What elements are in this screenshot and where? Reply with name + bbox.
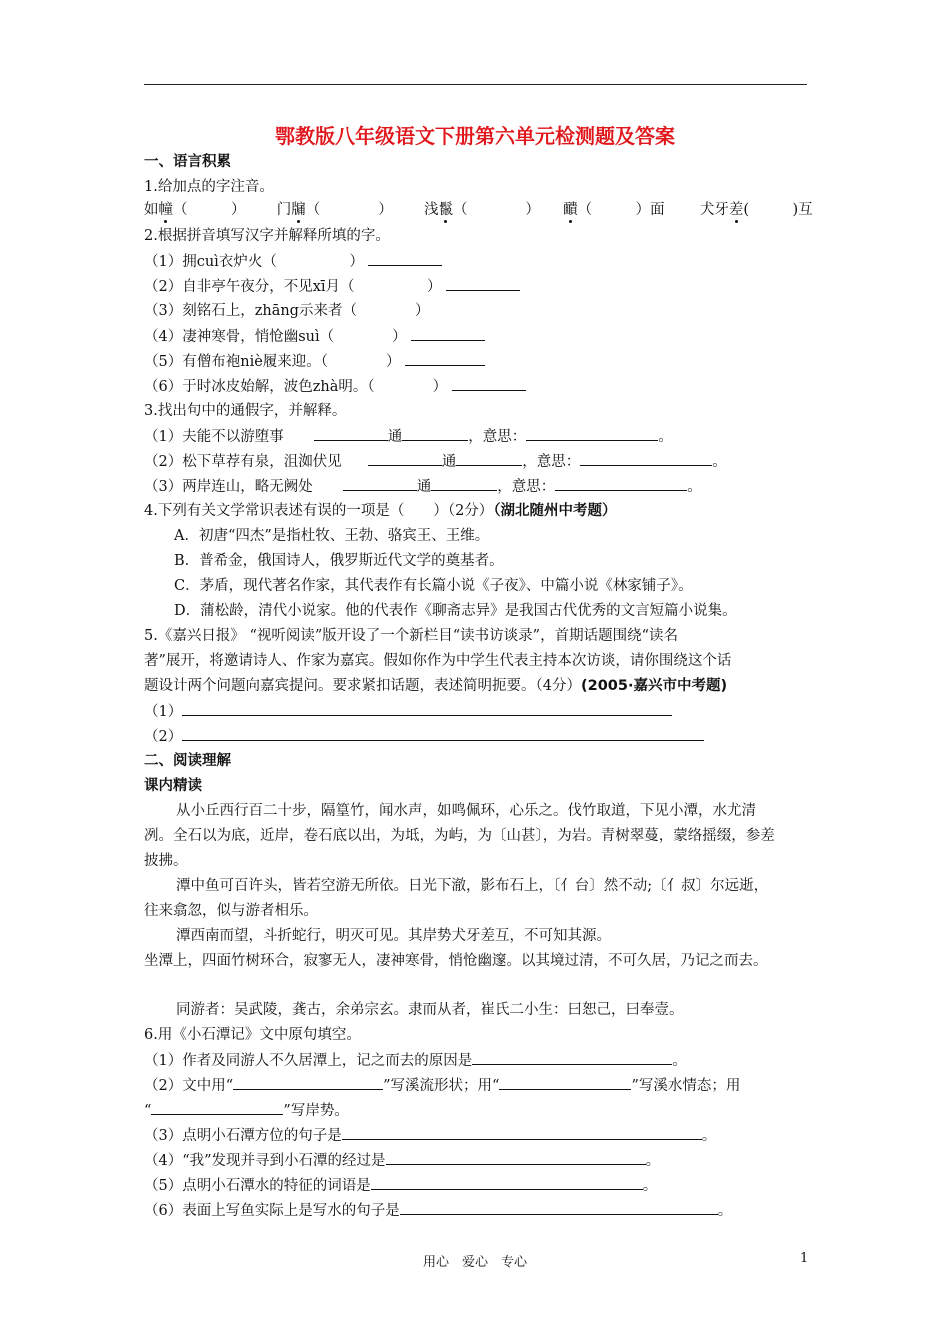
q1-item: 浅鬣（ ） bbox=[423, 202, 540, 218]
header-rule bbox=[144, 84, 807, 85]
question-6-stem: 6.用《小石潭记》文中原句填空。 bbox=[144, 1027, 361, 1043]
q2-item-4: （4）凄神寒骨，悄怆幽suì（ ） bbox=[144, 326, 485, 347]
answer-blank[interactable] bbox=[499, 1075, 631, 1090]
q6-item-6: （6）表面上写鱼实际上是写水的句子是 。 bbox=[144, 1200, 732, 1221]
section-heading-1: 一、语言积累 bbox=[144, 154, 231, 170]
answer-blank[interactable] bbox=[182, 726, 704, 741]
answer-blank[interactable] bbox=[314, 426, 388, 441]
passage-line: 往来翕忽，似与游者相乐。 bbox=[144, 903, 318, 919]
question-1-stem: 1.给加点的字注音。 bbox=[144, 179, 274, 195]
q6-item-2-cont: “ ”写岸势。 bbox=[144, 1100, 349, 1121]
q2-item-3: （3）刻铭石上，zhāng示来者（ ） bbox=[144, 303, 430, 319]
q3-item-2: （2）松下草荐有泉，沮洳伏见 通 ，意思： 。 bbox=[144, 451, 727, 472]
page-number: 1 bbox=[800, 1251, 809, 1266]
question-5-line-2: 著”展开，将邀请诗人、作家为嘉宾。假如你作为中学生代表主持本次访谈，请你围绕这个话 bbox=[144, 653, 732, 669]
answer-blank[interactable] bbox=[402, 426, 468, 441]
passage-line: 披拂。 bbox=[144, 853, 188, 869]
question-1-items bbox=[144, 200, 813, 220]
passage-line: 同游者：吴武陵，龚古，余弟宗玄。隶而从者，崔氏二小生：曰恕己，曰奉壹。 bbox=[176, 1002, 684, 1018]
q2-item-5: （5）有僧布袍niè履来迎。（ ） bbox=[144, 351, 485, 372]
question-5-line-1: 5.《嘉兴日报》 “视听阅读”版开设了一个新栏目“读书访谈录”，首期话题围绕“读名 bbox=[144, 628, 679, 644]
passage-line: 从小丘西行百二十步，隔篁竹，闻水声，如鸣佩环，心乐之。伐竹取道，下见小潭，水尤清 bbox=[176, 803, 756, 819]
answer-blank[interactable] bbox=[151, 1100, 283, 1115]
q6-item-2: （2）文中用“ ”写溪流形状；用“ ”写溪水情态；用 bbox=[144, 1075, 740, 1096]
q4-option-c: C．茅盾，现代著名作家，其代表作有长篇小说《子夜》、中篇小说《林家铺子》。 bbox=[174, 578, 693, 594]
q1-item: 门牖（ ） bbox=[276, 202, 393, 218]
q2-item-2: （2）自非亭午夜分，不见xī月（ ） bbox=[144, 276, 520, 297]
q2-item-6: （6）于时冰皮始解，波色zhà明。（ ） bbox=[144, 376, 526, 397]
answer-blank[interactable] bbox=[431, 476, 497, 491]
answer-blank[interactable] bbox=[411, 326, 485, 341]
q6-item-3: （3）点明小石潭方位的句子是 。 bbox=[144, 1125, 716, 1146]
answer-blank[interactable] bbox=[580, 451, 712, 466]
question-5-line-3: 题设计两个问题向嘉宾提问。要求紧扣话题，表述简明扼要。（4分）(2005·嘉兴市中考题) bbox=[144, 678, 728, 694]
q6-item-4: （4）“我”发现并寻到小石潭的经过是 。 bbox=[144, 1150, 660, 1171]
answer-blank[interactable] bbox=[446, 276, 520, 291]
answer-blank[interactable] bbox=[555, 476, 687, 491]
answer-blank[interactable] bbox=[342, 1125, 702, 1140]
q1-item: 靧（ ）面 bbox=[563, 202, 665, 218]
answer-blank[interactable] bbox=[368, 251, 442, 266]
question-2-stem: 2.根据拼音填写汉字并解释所填的字。 bbox=[144, 228, 390, 244]
q5-answer-2: （2） bbox=[144, 726, 704, 747]
q4-option-b: B．普希金，俄国诗人，俄罗斯近代文学的奠基者。 bbox=[174, 553, 504, 569]
answer-blank[interactable] bbox=[343, 476, 417, 491]
answer-blank[interactable] bbox=[371, 1175, 643, 1190]
passage-line: 坐潭上，四面竹树环合，寂寥无人，凄神寒骨，悄怆幽邃。以其境过清，不可久居，乃记之而去。 bbox=[144, 953, 768, 969]
answer-blank[interactable] bbox=[405, 351, 485, 366]
q1-item: 如幢（ ） bbox=[144, 202, 246, 218]
question-4-stem: 4.下列有关文学常识表述有误的一项是（ ）（2分）（湖北随州中考题） bbox=[144, 503, 617, 519]
answer-blank[interactable] bbox=[368, 451, 442, 466]
q6-item-5: （5）点明小石潭水的特征的词语是 。 bbox=[144, 1175, 657, 1196]
passage-line: 冽。全石以为底，近岸，卷石底以出，为坻，为屿，为〔山甚〕，为岩。青树翠蔓，蒙络摇缀，参差 bbox=[144, 828, 775, 844]
q5-answer-1: （1） bbox=[144, 701, 672, 722]
q1-item: 犬牙差( )互 bbox=[699, 202, 813, 218]
q3-item-3: （3）两岸连山，略无阙处 通 ，意思： 。 bbox=[144, 476, 702, 497]
section-heading-2: 二、阅读理解 bbox=[144, 753, 231, 769]
answer-blank[interactable] bbox=[456, 451, 522, 466]
q2-item-1: （1）拥cuì衣炉火（ ） bbox=[144, 251, 442, 272]
q4-option-a: A．初唐“四杰”是指杜牧、王勃、骆宾王、王维。 bbox=[174, 528, 490, 544]
q4-option-d: D．蒲松龄，清代小说家。他的代表作《聊斋志异》是我国古代优秀的文言短篇小说集。 bbox=[174, 603, 737, 619]
subsection-heading: 课内精读 bbox=[144, 778, 202, 794]
footer-motto: 用心 爱心 专心 bbox=[422, 1255, 527, 1270]
passage-line: 潭西南而望，斗折蛇行，明灭可见。其岸势犬牙差互，不可知其源。 bbox=[176, 928, 611, 944]
passage-line: 潭中鱼可百许头，皆若空游无所依。日光下澈，影布石上，〔亻台〕然不动;〔亻叔〕尔远逝， bbox=[176, 878, 769, 894]
page-title: 鄂教版八年级语文下册第六单元检测题及答案 bbox=[275, 124, 675, 148]
answer-blank[interactable] bbox=[182, 701, 672, 716]
q3-item-1: （1）夫能不以游堕事 通 ，意思： 。 bbox=[144, 426, 673, 447]
q6-item-1: （1）作者及同游人不久居潭上，记之而去的原因是 。 bbox=[144, 1050, 687, 1071]
answer-blank[interactable] bbox=[400, 1200, 718, 1215]
answer-blank[interactable] bbox=[472, 1050, 672, 1065]
question-3-stem: 3.找出句中的通假字，并解释。 bbox=[144, 403, 347, 419]
answer-blank[interactable] bbox=[526, 426, 658, 441]
answer-blank[interactable] bbox=[452, 376, 526, 391]
answer-blank[interactable] bbox=[233, 1075, 383, 1090]
answer-blank[interactable] bbox=[386, 1150, 646, 1165]
